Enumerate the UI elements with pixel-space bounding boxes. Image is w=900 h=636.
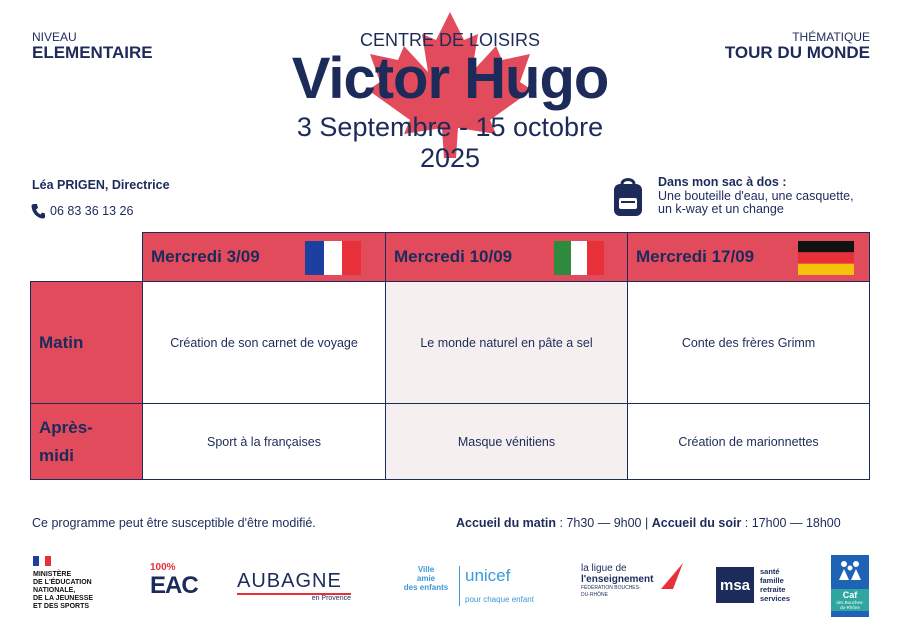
caf-logo xyxy=(831,555,869,617)
activity-cell: Conte des frères Grimm xyxy=(627,281,870,404)
year: 2025 xyxy=(419,143,481,173)
msa-logo xyxy=(716,567,806,605)
phone-number[interactable]: 06 83 36 13 26 xyxy=(50,204,134,218)
ville-amie-line: Ville xyxy=(417,565,435,574)
ministere-line: MINISTÈRE xyxy=(33,571,72,578)
sac-line-1: Une bouteille d'eau, une casquette, xyxy=(658,189,854,203)
accueil-soir-value: : 17h00 — 18h00 xyxy=(741,516,841,530)
eac-top: 100% xyxy=(150,562,176,573)
aubagne-text: AUBAGNE xyxy=(237,570,342,592)
aubagne-logo xyxy=(237,570,357,602)
day-label: Mercredi 17/09 xyxy=(636,247,755,266)
aubagne-sub: en Provence xyxy=(311,595,351,602)
ligue-line: l'enseignement xyxy=(581,574,654,585)
day-header xyxy=(385,232,628,282)
ministere-line: NATIONALE, xyxy=(33,587,76,594)
accueil-soir-label: Accueil du soir xyxy=(651,516,742,530)
ville-amie-line: amie xyxy=(416,574,436,583)
unicef-logo xyxy=(465,567,545,604)
directrice-name: Léa PRIGEN, Directrice xyxy=(32,178,170,192)
page-title: Victor Hugo xyxy=(291,46,609,111)
accueil-matin-label: Accueil du matin xyxy=(456,516,557,530)
ligue-arrow-icon xyxy=(657,561,685,591)
msa-line: famille xyxy=(760,576,784,585)
accueil-matin-value: : 7h30 — 9h00 | xyxy=(556,516,652,530)
ministere-logo xyxy=(33,553,123,611)
activity-cell: Sport à la françaises xyxy=(142,403,386,480)
sac-title: Dans mon sac à dos : xyxy=(658,175,787,189)
row-label-line: Après- xyxy=(39,417,93,437)
centre-label: CENTRE DE LOISIRS xyxy=(359,30,541,50)
niveau-value: ELEMENTAIRE xyxy=(32,43,153,62)
accueil-hours xyxy=(456,516,841,530)
sac-line-2: un k-way et un change xyxy=(658,202,784,216)
phone-icon xyxy=(31,203,45,219)
logo-divider xyxy=(459,566,460,606)
italy-flag-icon xyxy=(554,241,604,275)
ligue-logo xyxy=(581,563,687,599)
row-label-matin: Matin xyxy=(30,281,143,404)
activity-cell: Le monde naturel en pâte a sel xyxy=(385,281,628,404)
activity-cell: Masque vénitiens xyxy=(385,403,628,480)
eac-main: EAC xyxy=(150,572,198,599)
msa-line: santé xyxy=(760,567,780,576)
ministere-line: DE LA JEUNESSE xyxy=(33,595,94,602)
row-label-line: midi xyxy=(39,445,74,465)
day-label: Mercredi 10/09 xyxy=(394,247,513,266)
caf-band xyxy=(831,589,869,611)
date-range: 3 Septembre - 15 octobre xyxy=(296,112,604,142)
france-flag-icon xyxy=(305,241,361,275)
caf-sub: des Bouches- xyxy=(836,600,864,605)
ligue-line: la ligue de xyxy=(581,563,627,574)
marianne-icon xyxy=(33,556,51,566)
activity-cell: Création de son carnet de voyage xyxy=(142,281,386,404)
activity-cell: Création de marionnettes xyxy=(627,403,870,480)
ligue-line: FÉDÉRATION BOUCHES-DU-RHÔNE xyxy=(581,585,641,598)
day-label: Mercredi 3/09 xyxy=(151,247,260,266)
backpack-icon xyxy=(610,176,646,218)
schedule-table xyxy=(30,232,870,480)
caf-family-icon xyxy=(837,558,863,582)
theme-label: THÉMATIQUE xyxy=(792,30,870,44)
msa-lines xyxy=(760,567,790,603)
unicef-text: unicef xyxy=(465,566,511,585)
eac-logo xyxy=(150,562,198,599)
ville-amie-line: des enfants xyxy=(403,583,449,592)
unicef-sub: pour chaque enfant xyxy=(465,595,534,604)
niveau-label: NIVEAU xyxy=(32,30,77,44)
msa-line: retraite xyxy=(760,585,786,594)
day-header xyxy=(627,232,870,282)
theme-value: TOUR DU MONDE xyxy=(724,43,870,62)
msa-line: services xyxy=(760,594,791,603)
ministere-line: ET DES SPORTS xyxy=(33,603,90,610)
germany-flag-icon xyxy=(798,241,854,275)
ministere-line: DE L'ÉDUCATION xyxy=(33,579,92,586)
day-header xyxy=(142,232,386,282)
msa-mark: msa xyxy=(716,567,754,603)
caf-sub: du-Rhône xyxy=(840,605,860,610)
program-note: Ce programme peut être susceptible d'être modifié. xyxy=(32,516,316,530)
ville-amie-logo xyxy=(396,565,456,592)
row-label-apres-midi xyxy=(30,403,143,480)
caf-text: Caf xyxy=(842,590,858,600)
